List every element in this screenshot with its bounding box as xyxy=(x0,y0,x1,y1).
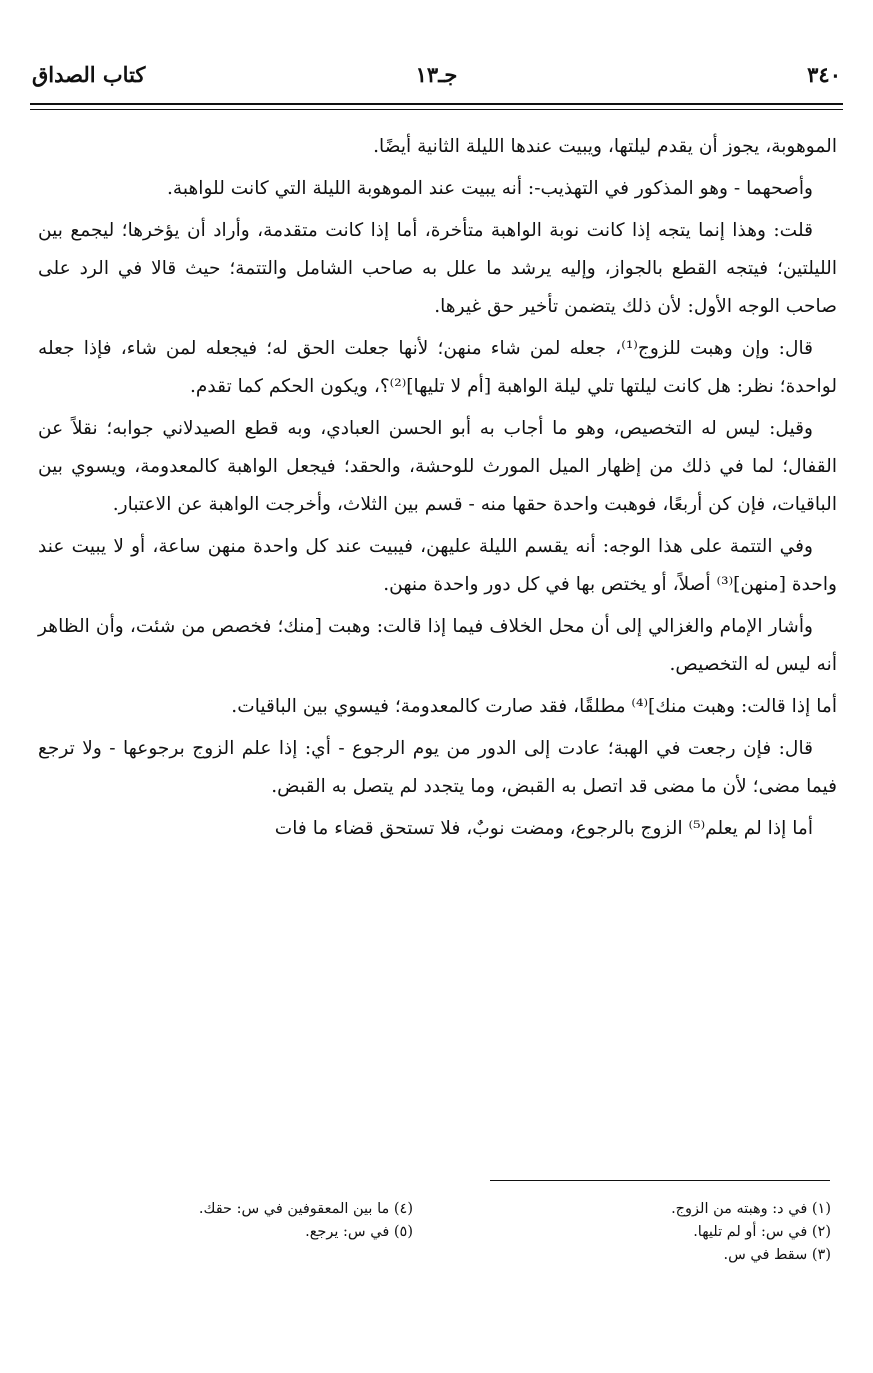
footnote: (٣) سقط في س. xyxy=(723,1247,831,1263)
paragraph: أما إذا قالت: وهبت منك]⁽⁴⁾ مطلقًا، فقد صارت كالمعدومة؛ فيسوي بين الباقيات. xyxy=(231,696,837,717)
body-text xyxy=(38,128,837,852)
paragraph: قال: وإن وهبت للزوج⁽¹⁾، جعله لمن شاء منهن؛ لأنها جعلت الحق له؛ فيجعله لمن شاء، فإذا جعله لواحدة؛ نظر: هل كانت ليلتها تلي ليلة الواهبة [أم لا تليها]⁽²⁾؟، ويكون الحكم كما تقدم. xyxy=(38,338,837,397)
footnote: (١) في د: وهبته من الزوج. xyxy=(671,1201,831,1217)
book-title: كتاب الصداق xyxy=(32,62,146,87)
page-number: ٣٤٠ xyxy=(807,62,841,87)
footnote-separator xyxy=(490,1180,830,1181)
footnote: (٥) في س: يرجع. xyxy=(305,1224,413,1240)
paragraph: وقيل: ليس له التخصيص، وهو ما أجاب به أبو الحسن العبادي، وبه قطع الصيدلاني جوابه؛ نقلاً عن القفال؛ لما في ذلك من إظهار الميل المورث للوحشة، والحقد؛ فيجعل الواهبة كالمعدومة، ويسوي بين الباقيات، فإن كن أربعًا، فوهبت واحدة حقها منه - قسم بين الثلاث، وأخرجت الواهبة عن الاعتبار. xyxy=(38,418,837,515)
footnotes-left-column xyxy=(83,1198,413,1244)
footnotes-right-column xyxy=(501,1198,831,1267)
paragraph: وأصحهما - وهو المذكور في التهذيب-: أنه يبيت عند الموهوبة الليلة التي كانت للواهبة. xyxy=(166,178,813,199)
header-rule-thin xyxy=(30,109,843,110)
volume-label: جـ١٣ xyxy=(415,62,458,87)
paragraph: وفي التتمة على هذا الوجه: أنه يقسم الليلة عليهن، فيبيت عند كل واحدة منهن ساعة، أو لا يبيت عند واحدة [منهن]⁽³⁾ أصلاً، أو يختص بها في كل دور واحدة منهن. xyxy=(38,536,837,595)
paragraph: قلت: وهذا إنما يتجه إذا كانت نوبة الواهبة متأخرة، أما إذا كانت متقدمة، وأراد أن يؤخرها؛ ليجمع بين الليلتين؛ فيتجه القطع بالجواز، وإليه يرشد ما علل به صاحب الشامل والتتمة؛ حيث قالا في الرد على صاحب الوجه الأول: لأن ذلك يتضمن تأخير حق غيرها. xyxy=(38,220,837,317)
paragraph: أما إذا لم يعلم⁽⁵⁾ الزوج بالرجوع، ومضت نوبٌ، فلا تستحق قضاء ما فات xyxy=(274,818,813,839)
header-rule-thick xyxy=(30,103,843,105)
paragraph: قال: فإن رجعت في الهبة؛ عادت إلى الدور من يوم الرجوع - أي: إذا علم الزوج برجوعها - ولا ترجع فيما مضى؛ لأن ما مضى قد اتصل به القبض، وما يتجدد لم يتصل به القبض. xyxy=(38,738,837,797)
paragraph: الموهوبة، يجوز أن يقدم ليلتها، ويبيت عندها الليلة الثانية أيضًا. xyxy=(373,136,837,157)
paragraph: وأشار الإمام والغزالي إلى أن محل الخلاف فيما إذا قالت: وهبت [منك؛ فخصص من شئت، وأن الظاهر أنه ليس له التخصيص. xyxy=(38,616,837,675)
footnote: (٢) في س: أو لم تليها. xyxy=(693,1224,831,1240)
page-header xyxy=(32,62,841,96)
footnote: (٤) ما بين المعقوفين في س: حقك. xyxy=(198,1201,413,1217)
